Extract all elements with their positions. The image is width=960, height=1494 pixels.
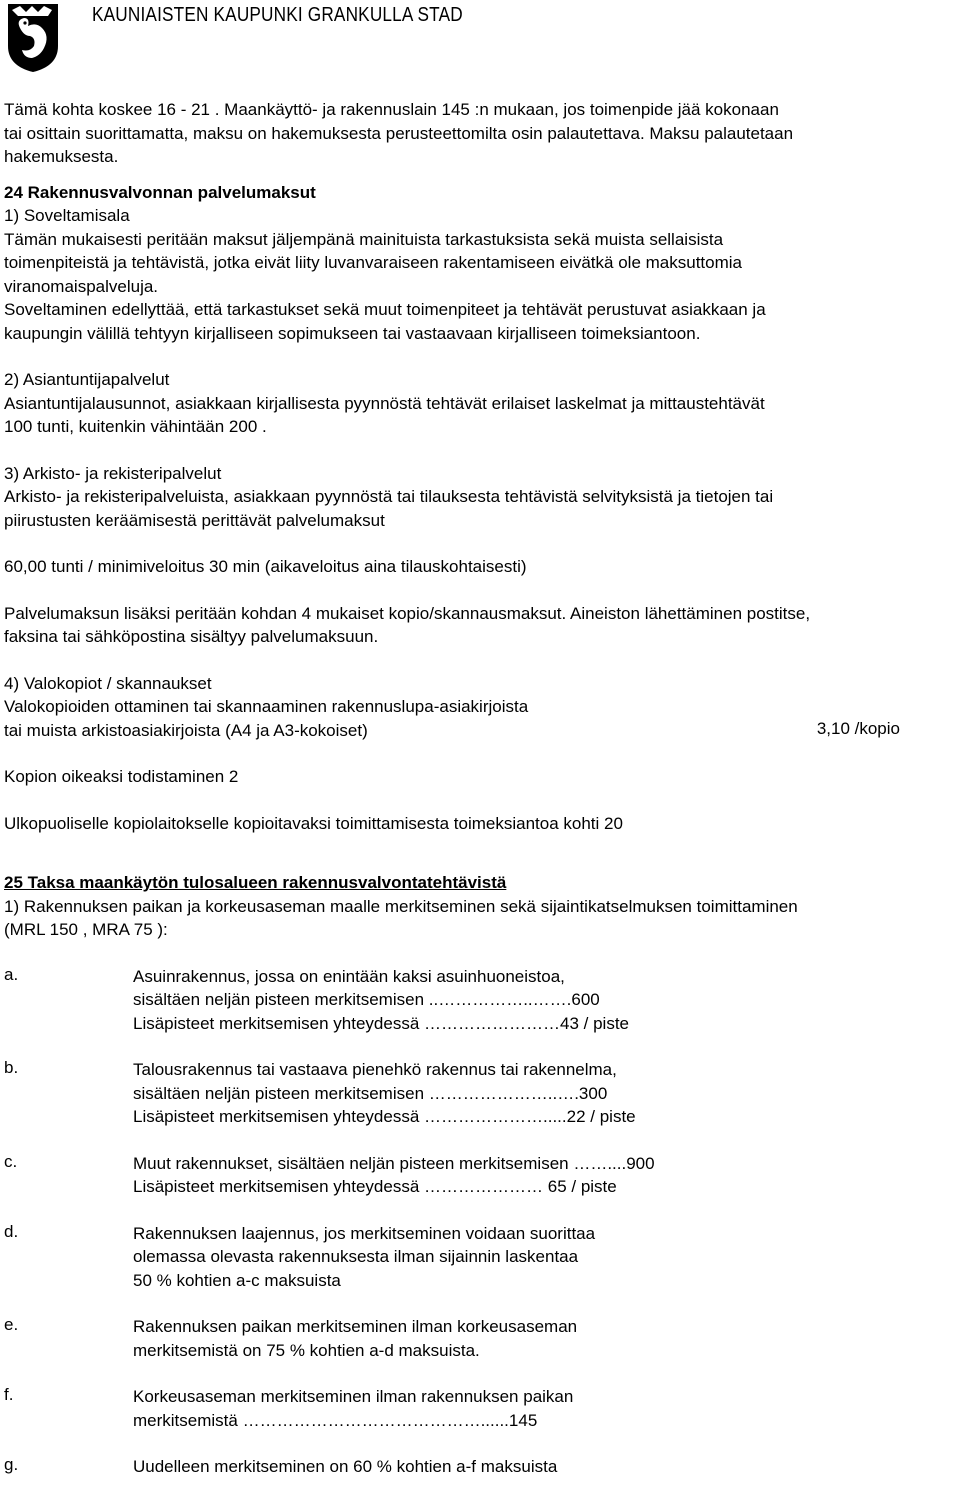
text-line: 1) Rakennuksen paikan ja korkeusaseman maalle merkitseminen sekä sijaintikatselmuksen toimittaminen xyxy=(4,896,798,916)
text-line: Ulkopuoliselle kopiolaitokselle kopioitavaksi toimittamisesta toimeksiantoa kohti 20 xyxy=(4,813,623,833)
item-label: b. xyxy=(4,1058,19,1077)
text-line: 50 % kohtien a-c maksuista xyxy=(133,1270,341,1290)
text-line: Tämä kohta koskee 16 - 21 . Maankäyttö- ja rakennuslain 145 :n mukaan, jos toimenpide jää kokonaan xyxy=(4,100,779,119)
organization-name: KAUNIAISTEN KAUPUNKI GRANKULLA STAD xyxy=(92,4,463,26)
price-row xyxy=(4,719,954,743)
list-item xyxy=(4,1152,954,1199)
text-line: Asuinrakennus, jossa on enintään kaksi asuinhuoneistoa, xyxy=(133,966,565,986)
text-line: hakemuksesta. xyxy=(4,147,119,166)
rate-line: 60,00 tunti / minimiveloitus 30 min (aikaveloitus aina tilauskohtaisesti) xyxy=(4,557,527,576)
subheading: 4) Valokopiot / skannaukset xyxy=(4,673,212,693)
document-body xyxy=(4,98,954,1479)
text-line: (MRL 150 , MRA 75 ): xyxy=(4,920,168,939)
item-label: c. xyxy=(4,1151,18,1171)
item-label: e. xyxy=(4,1315,19,1334)
subheading: 3) Arkisto- ja rekisteripalvelut xyxy=(4,463,222,483)
text-line: Palvelumaksun lisäksi peritään kohdan 4 mukaiset kopio/skannausmaksut. Aineiston lähettäminen postitse, xyxy=(4,603,811,623)
list-item xyxy=(4,1222,954,1293)
text-line: Uudelleen merkitseminen on 60 % kohtien a-f maksuista xyxy=(133,1457,558,1476)
text-line: Muut rakennukset, sisältäen neljän pisteen merkitsemisen ……....900 xyxy=(133,1153,655,1173)
item-label: g. xyxy=(4,1455,19,1474)
item-label: a. xyxy=(4,964,19,984)
text-line: tai osittain suorittamatta, maksu on hakemuksesta perusteettomilta osin palautettava. Maksu palautetaan xyxy=(4,123,794,143)
text-line: Valokopioiden ottaminen tai skannaaminen rakennuslupa-asiakirjoista xyxy=(4,697,529,716)
text-line: Tämän mukaisesti peritään maksut jäljempänä mainituista tarkastuksista sekä muista sellaisista xyxy=(4,229,724,249)
text-line: olemassa olevasta rakennuksesta ilman sijainnin laskentaa xyxy=(133,1247,579,1266)
list-item xyxy=(4,1455,954,1479)
text-line: Korkeusaseman merkitseminen ilman rakennuksen paikan xyxy=(133,1387,574,1406)
text-line: Lisäpisteet merkitsemisen yhteydessä ……………………43 / piste xyxy=(133,1013,630,1033)
item-label: f. xyxy=(4,1385,14,1404)
text-line: merkitsemistä ……………………………………......145 xyxy=(133,1410,538,1430)
text-line: faksina tai sähköpostina sisältyy palvelumaksuun. xyxy=(4,627,379,646)
city-crest-icon xyxy=(6,2,60,74)
section-heading: 24 Rakennusvalvonnan palvelumaksut xyxy=(4,182,316,202)
text-line: Soveltaminen edellyttää, että tarkastukset sekä muut toimenpiteet ja tehtävät perustuvat asiakkaan ja xyxy=(4,300,766,319)
section-25 xyxy=(4,871,954,1479)
text-line: tai muista arkistoasiakirjoista (A4 ja A3-kokoiset) xyxy=(4,720,368,740)
item-label: d. xyxy=(4,1221,19,1241)
list-item xyxy=(4,1385,954,1432)
text-line: toimenpiteistä ja tehtävistä, jotka eivät liity luvanvaraiseen rakentamiseen eivätkä ole maksuttomia xyxy=(4,253,742,272)
list-item xyxy=(4,1315,954,1362)
section-heading: 25 Taksa maankäytön tulosalueen rakennusvalvontatehtävistä xyxy=(4,873,507,892)
text-line: Kopion oikeaksi todistaminen 2 xyxy=(4,767,239,786)
text-line: Rakennuksen paikan merkitseminen ilman korkeusaseman xyxy=(133,1317,578,1336)
text-line: merkitsemistä on 75 % kohtien a-d maksuista. xyxy=(133,1340,480,1360)
subheading: 1) Soveltamisala xyxy=(4,206,130,225)
text-line: Asiantuntijalausunnot, asiakkaan kirjallisesta pyynnöstä tehtävät erilaiset laskelmat ja mittaustehtävät xyxy=(4,393,765,413)
subheading: 2) Asiantuntijapalvelut xyxy=(4,370,170,389)
text-line: piirustusten keräämisestä perittävät palvelumaksut xyxy=(4,510,385,530)
text-line: sisältäen neljän pisteen merkitsemisen ..……………..…….600 xyxy=(133,990,600,1009)
text-line: 100 tunti, kuitenkin vähintään 200 . xyxy=(4,417,267,436)
text-line: sisältäen neljän pisteen merkitsemisen …………………..….300 xyxy=(133,1083,608,1103)
text-line: Lisäpisteet merkitsemisen yhteydessä ………………….....22 / piste xyxy=(133,1107,636,1126)
text-line: viranomaispalveluja. xyxy=(4,276,159,296)
list-item xyxy=(4,1058,954,1129)
price-value: 3,10 /kopio xyxy=(816,718,900,738)
text-line: kaupungin välillä tehtyyn kirjalliseen sopimukseen tai vastaavaan kirjalliseen toimeksiantoon. xyxy=(4,323,701,343)
section-24 xyxy=(4,181,954,836)
text-line: Arkisto- ja rekisteripalveluista, asiakkaan pyynnöstä tai tilauksesta tehtävistä selvityksistä ja tietojen tai xyxy=(4,487,774,506)
list-item xyxy=(4,965,954,1036)
text-line: Talousrakennus tai vastaava pienehkö rakennus tai rakennelma, xyxy=(133,1060,617,1079)
text-line: Rakennuksen laajennus, jos merkitseminen voidaan suorittaa xyxy=(133,1223,596,1243)
intro-paragraph xyxy=(4,98,954,169)
page-header xyxy=(0,0,960,80)
text-line: Lisäpisteet merkitsemisen yhteydessä ………………… 65 / piste xyxy=(133,1177,617,1196)
